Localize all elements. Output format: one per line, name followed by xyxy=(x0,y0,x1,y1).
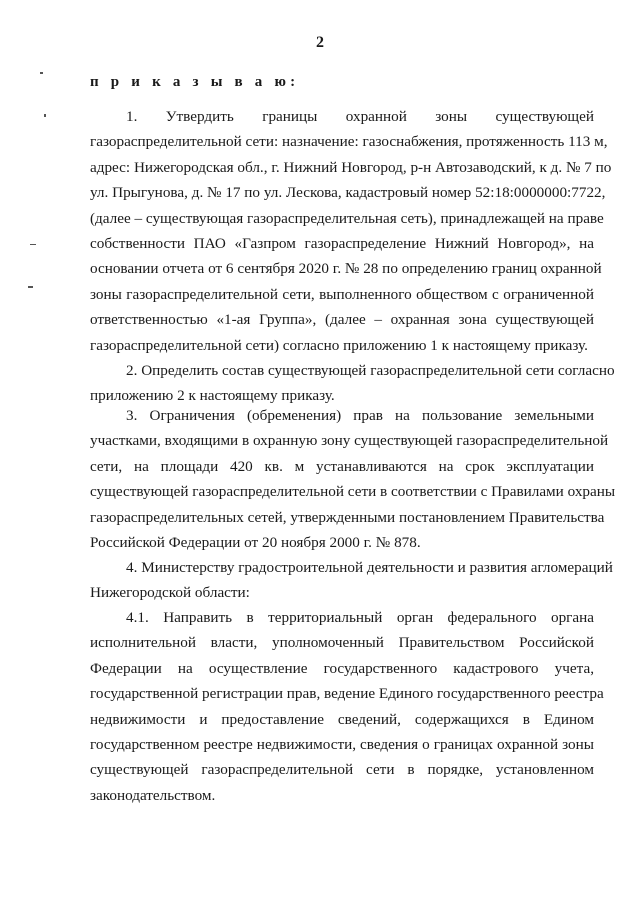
paragraph-4 xyxy=(90,555,613,606)
paragraph-line: адрес: Нижегородская обл., г. Нижний Новгород, р-н Автозаводский, к д. № 7 по xyxy=(90,158,612,176)
paragraph-line: сети, на площади 420 кв. м устанавливаются на срок эксплуатации xyxy=(90,457,594,475)
scan-mark xyxy=(40,72,43,74)
paragraph-line: существующей газораспределительной сети в порядке, установленном xyxy=(90,761,594,779)
paragraph-line: газораспределительной сети: назначение: газоснабжения, протяженность 113 м, xyxy=(90,133,608,151)
paragraph-1 xyxy=(90,104,612,358)
paragraph-line: Федерации на осуществление государственного кадастрового учета, xyxy=(90,659,594,677)
page-number: 2 xyxy=(316,34,324,51)
paragraph-line: ул. Прыгунова, д. № 17 по ул. Лескова, кадастровый номер 52:18:0000000:7722, xyxy=(90,184,606,202)
paragraph-line: участками, входящими в охранную зону существующей газораспределительной xyxy=(90,432,609,450)
paragraph-line: недвижимости и предоставление сведений, содержащихся в Едином xyxy=(90,710,594,728)
scan-mark xyxy=(30,244,36,245)
paragraph-line: газораспределительной сети) согласно приложению 1 к настоящему приказу. xyxy=(90,336,588,354)
paragraph-line: законодательством. xyxy=(90,786,216,804)
paragraph-line: существующей газораспределительной сети в соответствии с Правилами охраны xyxy=(90,483,616,501)
paragraph-line: исполнительной власти, уполномоченный Правительством Российской xyxy=(90,634,594,652)
paragraph-line: государственном реестре недвижимости, сведения о границах охранной зоны xyxy=(90,736,594,754)
scan-mark xyxy=(44,114,46,117)
paragraph-3 xyxy=(90,403,616,555)
paragraph-line: 4.1. Направить в территориальный орган федерального органа xyxy=(126,609,594,626)
paragraph-line: 3. Ограничения (обременения) прав на пользование земельными xyxy=(126,407,594,424)
paragraph-4-1 xyxy=(90,605,604,808)
paragraph-line: газораспределительных сетей, утвержденными постановлением Правительства xyxy=(90,508,605,526)
paragraph-line: 2. Определить состав существующей газораспределительной сети согласно xyxy=(126,362,615,379)
paragraph-line: приложению 2 к настоящему приказу. xyxy=(90,387,335,405)
paragraph-line: ответственностью «1-ая Группа», (далее – охранная зона существующей xyxy=(90,311,594,329)
paragraph-line: (далее – существующая газораспределительная сеть), принадлежащей на праве xyxy=(90,209,604,227)
paragraph-line: собственности ПАО «Газпром газораспределение Нижний Новгород», на xyxy=(90,235,594,253)
paragraph-2 xyxy=(90,358,615,409)
paragraph-line: зоны газораспределительной сети, выполненного обществом с ограниченной xyxy=(90,285,594,303)
paragraph-line: основании отчета от 6 сентября 2020 г. № 28 по определению границ охранной xyxy=(90,260,602,278)
paragraph-line: Нижегородской области: xyxy=(90,584,250,602)
scan-mark xyxy=(28,286,33,288)
paragraph-line: 1. Утвердить границы охранной зоны существующей xyxy=(126,108,594,125)
paragraph-line: 4. Министерству градостроительной деятельности и развития агломераций xyxy=(126,559,613,576)
paragraph-line: государственной регистрации прав, ведение Единого государственного реестра xyxy=(90,685,604,703)
order-heading: п р и к а з ы в а ю: xyxy=(90,74,300,90)
paragraph-line: Российской Федерации от 20 ноября 2000 г. № 878. xyxy=(90,534,421,552)
